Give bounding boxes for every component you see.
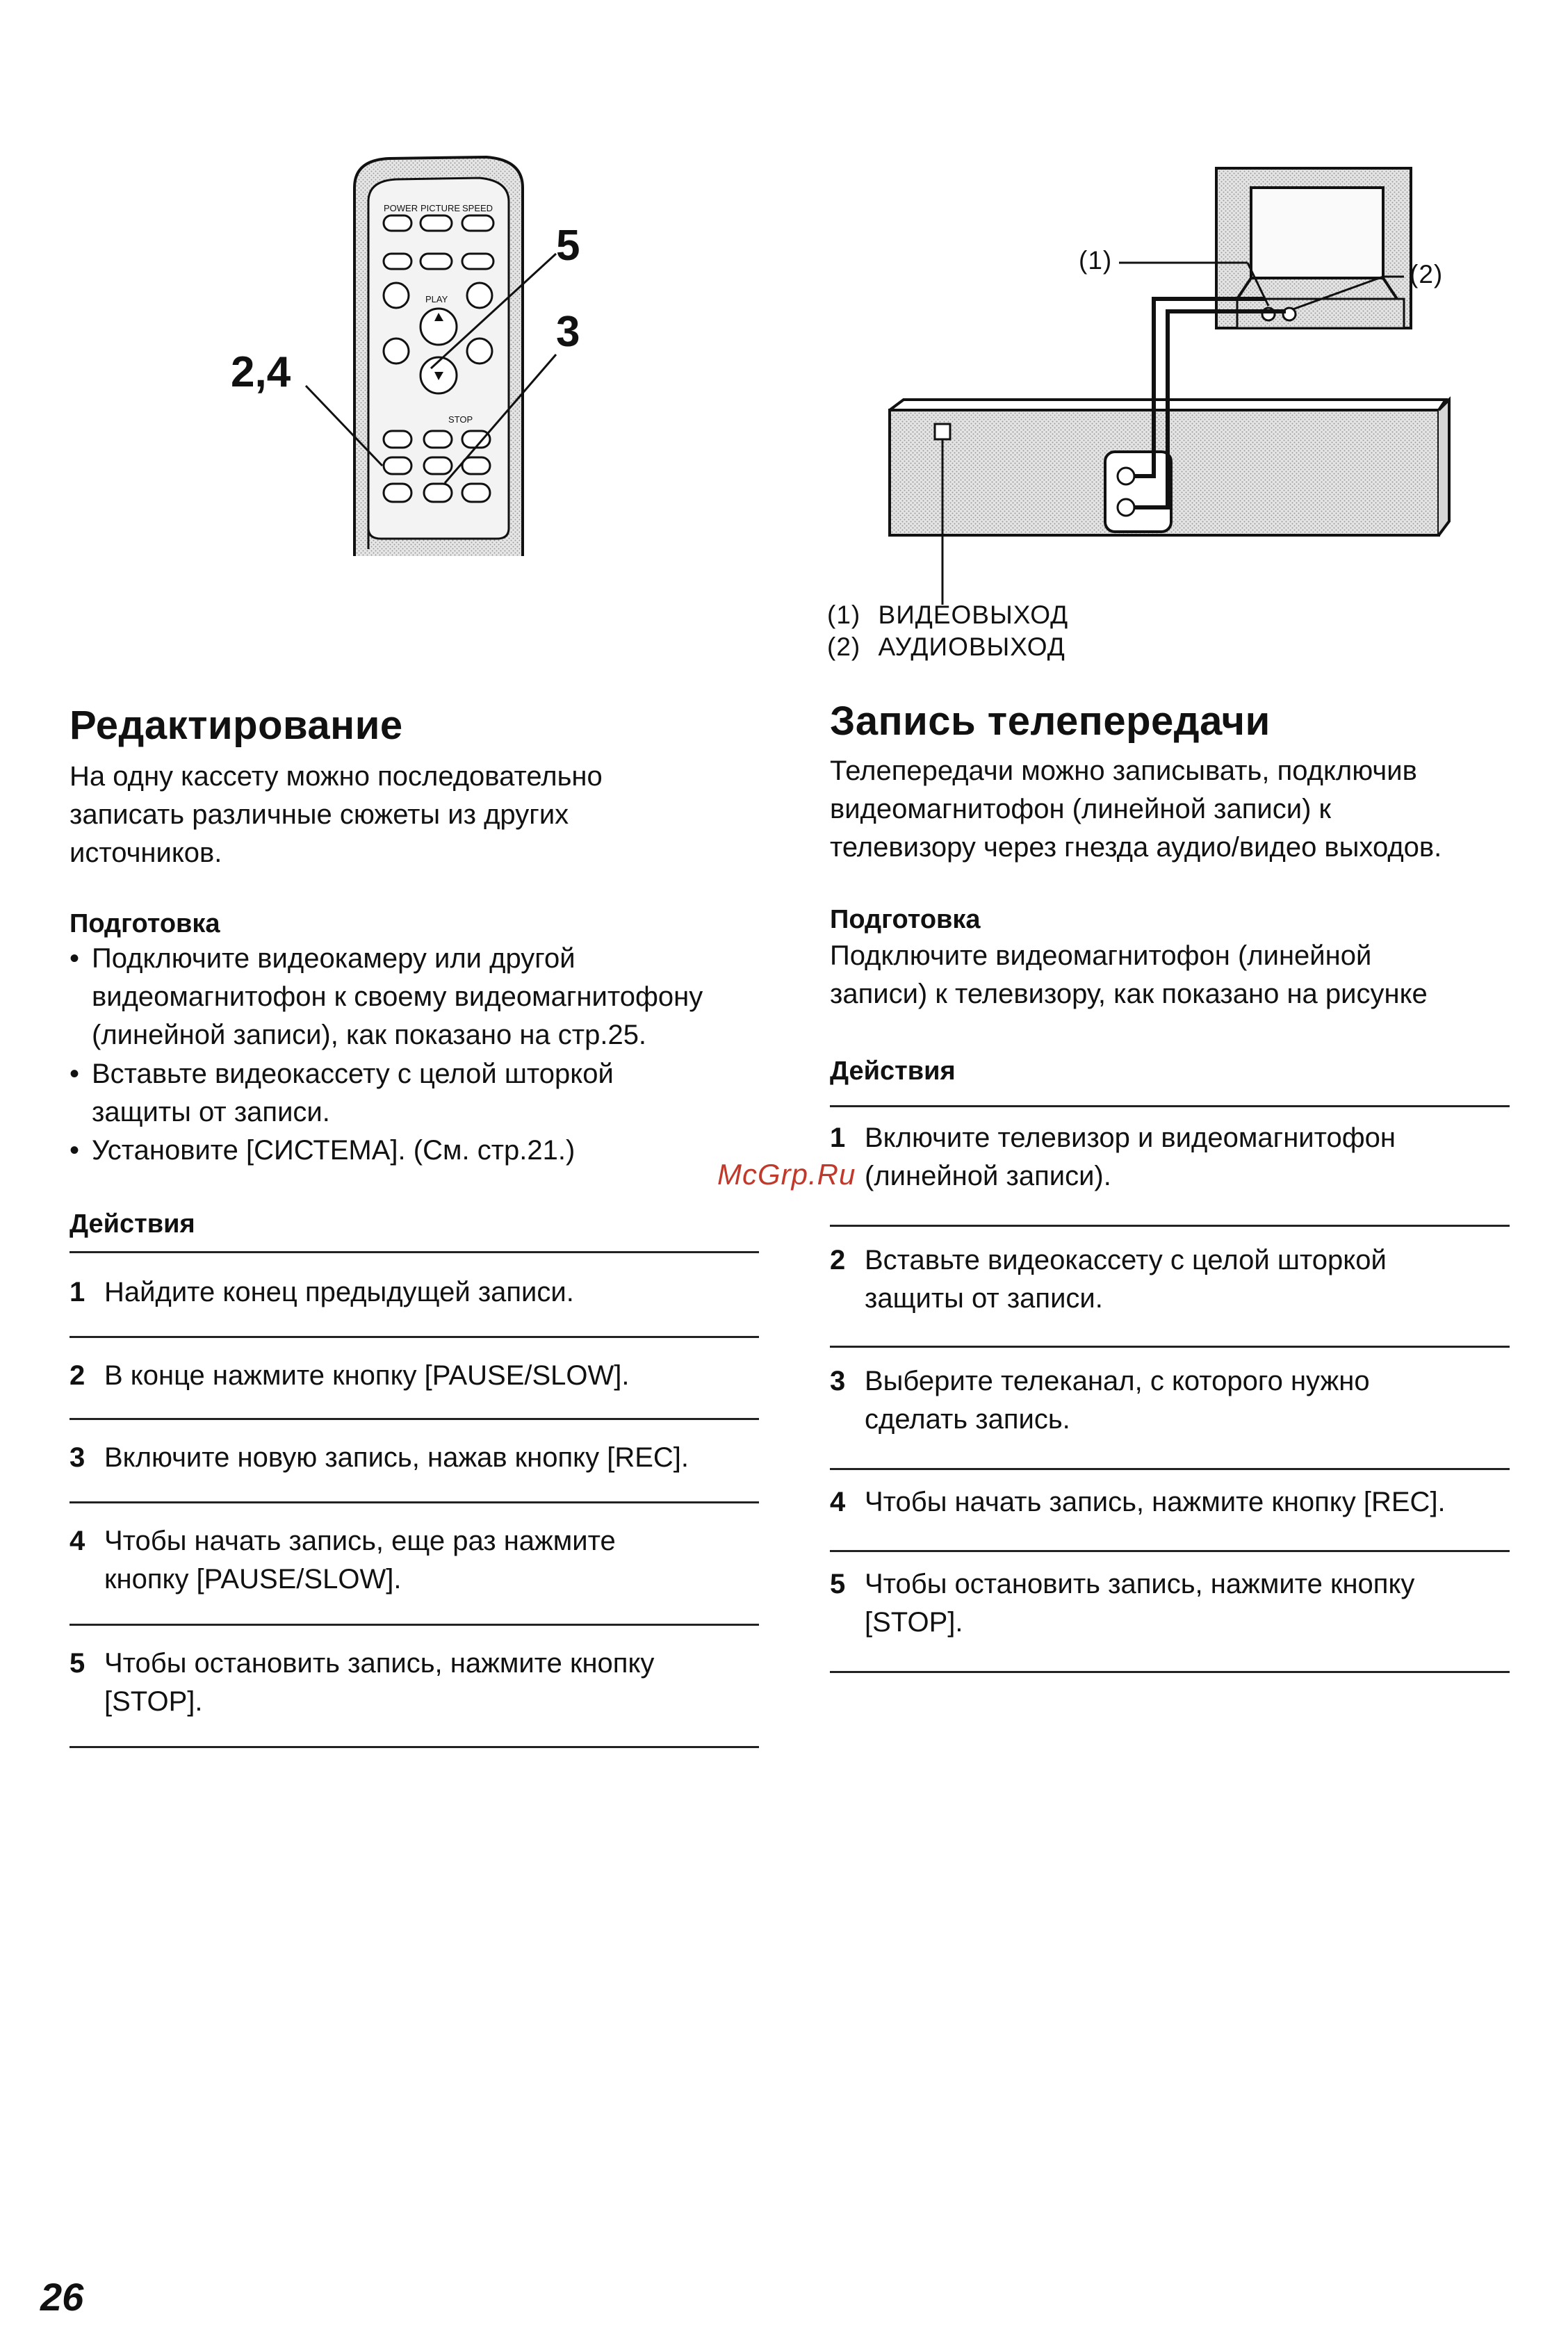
step-number: 3: [70, 1442, 85, 1473]
intro-line: На одну кассету можно последовательно: [70, 761, 603, 792]
legend-item-1: [827, 599, 1068, 631]
intro-line: записать различные сюжеты из других: [70, 799, 569, 830]
button-label-play: PLAY: [425, 294, 448, 304]
tv-vcr-connection-illustration: [820, 160, 1473, 605]
divider: [70, 1251, 759, 1253]
step-line: Чтобы начать запись, нажмите кнопку [REC].: [865, 1487, 1446, 1517]
step-line: Чтобы остановить запись, нажмите кнопку: [104, 1648, 655, 1679]
step-number: 2: [830, 1245, 846, 1275]
divider: [830, 1468, 1510, 1470]
step-line: Вставьте видеокассету с целой шторкой: [865, 1245, 1387, 1275]
bullet-line: (линейной записи), как показано на стр.25.: [92, 1020, 647, 1050]
step-number: 3: [830, 1366, 846, 1396]
step-line: Выберите телеканал, с которого нужно: [865, 1366, 1370, 1396]
step-line: (линейной записи).: [865, 1161, 1111, 1191]
callout-3: 3: [556, 308, 580, 356]
right-intro: [830, 752, 1442, 867]
button-label-stop: STOP: [448, 414, 473, 425]
left-step-1: [70, 1273, 759, 1315]
bullet-line: Вставьте видеокассету с целой шторкой: [92, 1059, 614, 1089]
right-prep-text: [830, 937, 1428, 1013]
step-number: 5: [70, 1648, 85, 1679]
right-actions-heading: Действия: [830, 1057, 956, 1086]
prep-line: Подключите видеомагнитофон (линейной: [830, 940, 1372, 971]
left-step-4: [70, 1522, 759, 1600]
step-line: сделать запись.: [865, 1404, 1070, 1435]
step-line: Чтобы остановить запись, нажмите кнопку: [865, 1569, 1415, 1599]
connection-label-2: (2): [1410, 260, 1444, 288]
left-actions-heading: Действия: [70, 1209, 195, 1239]
step-number: 4: [70, 1526, 85, 1556]
callout-5: 5: [556, 222, 580, 270]
right-prep-heading: Подготовка: [830, 905, 981, 934]
callout-2-4: 2,4: [231, 348, 291, 396]
step-number: 1: [70, 1277, 85, 1307]
intro-line: видеомагнитофон (линейной записи) к: [830, 794, 1332, 824]
right-section-title: Запись телепередачи: [830, 699, 1271, 744]
legend-num: (1): [827, 601, 861, 629]
divider: [70, 1746, 759, 1748]
button-label-speed: SPEED: [462, 203, 493, 213]
left-section-title: Редактирование: [70, 703, 403, 748]
button-label-picture: PICTURE: [420, 203, 461, 213]
prep-bullet: [70, 1132, 765, 1170]
intro-line: телевизору через гнезда аудио/видео выходов.: [830, 832, 1442, 863]
left-step-3: [70, 1439, 759, 1481]
button-label-power: POWER: [384, 203, 418, 213]
step-line: Найдите конец предыдущей записи.: [104, 1277, 574, 1307]
divider: [830, 1225, 1510, 1227]
step-line: Включите новую запись, нажав кнопку [REC].: [104, 1442, 689, 1473]
step-line: кнопку [PAUSE/SLOW].: [104, 1564, 402, 1594]
left-prep-heading: Подготовка: [70, 909, 220, 938]
legend-item-2: [827, 631, 1065, 663]
divider: [70, 1624, 759, 1626]
left-step-2: [70, 1357, 759, 1398]
divider: [830, 1346, 1510, 1348]
step-number: 1: [830, 1123, 846, 1153]
prep-bullet: [70, 940, 765, 1058]
legend-text: АУДИОВЫХОД: [878, 633, 1065, 661]
step-number: 4: [830, 1487, 846, 1517]
divider: [70, 1501, 759, 1503]
step-line: [STOP].: [104, 1686, 203, 1717]
left-intro: [70, 758, 603, 872]
right-step-4: [830, 1483, 1510, 1525]
right-step-1: [830, 1119, 1510, 1197]
prep-bullet: [70, 1055, 765, 1132]
legend-num: (2): [827, 633, 861, 661]
bullet-line: защиты от записи.: [92, 1097, 330, 1127]
step-line: защиты от записи.: [865, 1283, 1103, 1314]
page-number: 26: [40, 2275, 84, 2319]
legend-text: ВИДЕОВЫХОД: [878, 601, 1069, 629]
step-line: Включите телевизор и видеомагнитофон: [865, 1123, 1396, 1153]
bullet-dot-icon: •: [70, 1059, 80, 1089]
bullet-line: видеомагнитофон к своему видеомагнитофону: [92, 981, 703, 1012]
connection-label-1: (1): [1079, 246, 1113, 275]
connection-figure: [820, 160, 1473, 605]
prep-line: записи) к телевизору, как показано на рисунке: [830, 979, 1428, 1009]
right-step-3: [830, 1362, 1510, 1440]
right-step-2: [830, 1241, 1510, 1319]
step-line: В конце нажмите кнопку [PAUSE/SLOW].: [104, 1360, 630, 1391]
divider: [70, 1336, 759, 1338]
divider: [830, 1671, 1510, 1673]
step-number: 5: [830, 1569, 846, 1599]
step-line: Чтобы начать запись, еще раз нажмите: [104, 1526, 616, 1556]
right-step-5: [830, 1565, 1510, 1643]
step-number: 2: [70, 1360, 85, 1391]
bullet-line: Подключите видеокамеру или другой: [92, 943, 575, 974]
divider: [830, 1105, 1510, 1107]
watermark: McGrp.Ru: [717, 1158, 856, 1191]
step-line: [STOP].: [865, 1607, 963, 1638]
bullet-dot-icon: •: [70, 1135, 80, 1166]
intro-line: Телепередачи можно записывать, подключив: [830, 756, 1417, 786]
divider: [70, 1418, 759, 1420]
bullet-dot-icon: •: [70, 943, 80, 974]
intro-line: источников.: [70, 838, 222, 868]
bullet-line: Установите [СИСТЕМА]. (См. стр.21.): [92, 1135, 575, 1166]
divider: [830, 1550, 1510, 1552]
left-step-5: [70, 1645, 759, 1722]
